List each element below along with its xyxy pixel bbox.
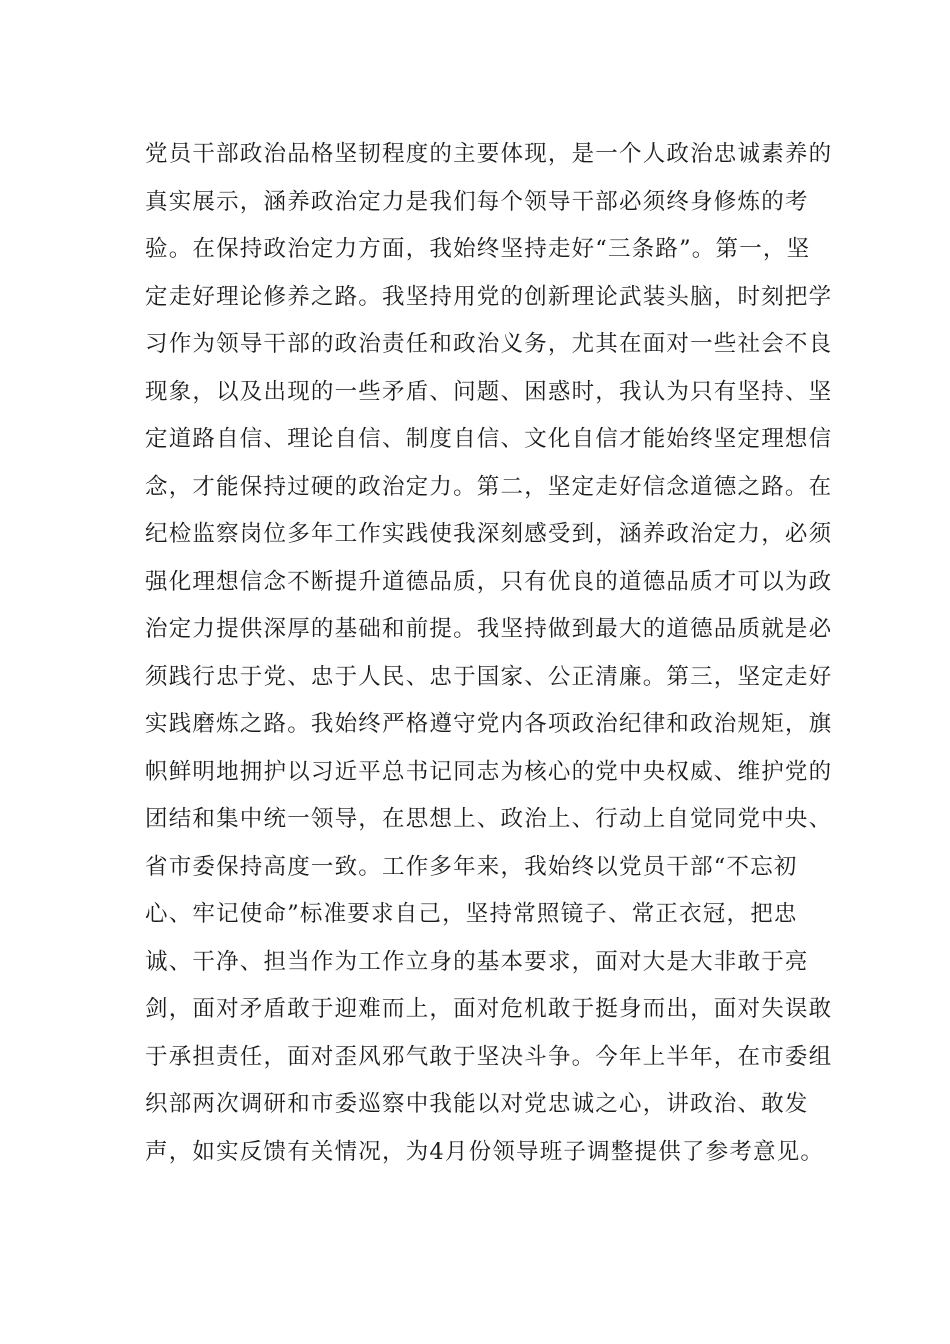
paragraph-line: 定走好理论修养之路。我坚持用党的创新理论武装头脑，时刻把学 xyxy=(145,283,833,310)
paragraph-line: 纪检监察岗位多年工作实践使我深刻感受到，涵养政治定力，必须 xyxy=(145,521,833,547)
paragraph-line: 帜鲜明地拥护以习近平总书记同志为核心的党中央权威、维护党的 xyxy=(145,758,833,785)
paragraph-line: 现象，以及出现的一些矛盾、问题、困惑时，我认为只有坚持、坚 xyxy=(145,378,833,405)
body-paragraph xyxy=(145,131,833,1176)
paragraph-line: 念，才能保持过硬的政治定力。第二，坚定走好信念道德之路。在 xyxy=(145,473,833,500)
paragraph-line: 真实展示，涵养政治定力是我们每个领导干部必须终身修炼的考 xyxy=(145,188,809,215)
paragraph-line: 于承担责任，面对歪风邪气敢于坚决斗争。今年上半年，在市委组 xyxy=(145,1043,833,1070)
paragraph-line: 心、牢记使命”标准要求自己，坚持常照镜子、常正衣冠，把忠 xyxy=(145,901,798,927)
paragraph-line: 团结和集中统一领导，在思想上、政治上、行动上自觉同党中央、 xyxy=(145,806,833,832)
paragraph-line: 诚、干净、担当作为工作立身的基本要求，面对大是大非敢于亮 xyxy=(145,948,809,975)
paragraph-line: 剑，面对矛盾敢于迎难而上，面对危机敢于挺身而出，面对失误敢 xyxy=(145,996,833,1022)
paragraph-line: 强化理想信念不断提升道德品质，只有优良的道德品质才可以为政 xyxy=(145,568,833,595)
paragraph-line: 声，如实反馈有关情况，为4月份领导班子调整提供了参考意见。 xyxy=(145,1138,825,1165)
paragraph-line: 实践磨炼之路。我始终严格遵守党内各项政治纪律和政治规矩，旗 xyxy=(145,711,833,737)
paragraph-line: 定道路自信、理论自信、制度自信、文化自信才能始终坚定理想信 xyxy=(145,426,833,452)
paragraph-line: 验。在保持政治定力方面，我始终坚持走好“三条路”。第一，坚 xyxy=(145,236,811,262)
paragraph-line: 须践行忠于党、忠于人民、忠于国家、公正清廉。第三，坚定走好 xyxy=(145,663,833,690)
paragraph-line: 省市委保持高度一致。工作多年来，我始终以党员干部“不忘初 xyxy=(145,853,798,880)
paragraph-line: 习作为领导干部的政治责任和政治义务，尤其在面对一些社会不良 xyxy=(145,331,833,357)
paragraph-line: 治定力提供深厚的基础和前提。我坚持做到最大的道德品质就是必 xyxy=(145,616,833,642)
paragraph-line: 织部两次调研和市委巡察中我能以对党忠诚之心，讲政治、敢发 xyxy=(145,1091,809,1117)
paragraph-line: 党员干部政治品格坚韧程度的主要体现，是一个人政治忠诚素养的 xyxy=(145,141,833,167)
